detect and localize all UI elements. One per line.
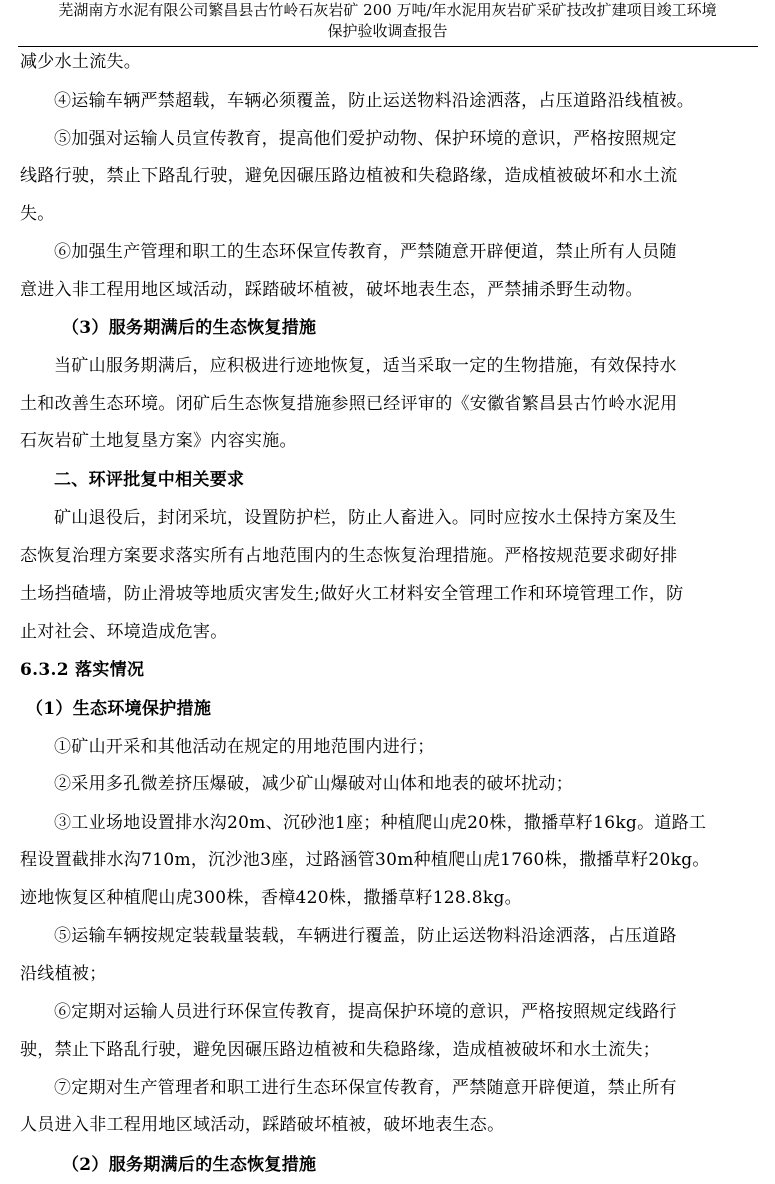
paragraph-line: 人员进入非工程用地区域活动，踩踏破坏植被，破坏地表生态。 — [20, 1115, 505, 1135]
paragraph-line: 土和改善生态环境。闭矿后生态恢复措施参照已经评审的《安徽省繁昌县古竹岭水泥用 — [20, 394, 678, 414]
paragraph-line: 意进入非工程用地区域活动，踩踏破坏植被，破坏地表生态，严禁捕杀野生动物。 — [20, 280, 643, 300]
paragraph-line: 当矿山服务期满后，应积极进行迹地恢复，适当采取一定的生物措施，有效保持水 — [54, 356, 677, 376]
paragraph-line: 失。 — [20, 204, 55, 224]
paragraph-line: 驶，禁止下路乱行驶，避免因碾压路边植被和失稳路缘，造成植被破坏和水土流失； — [20, 1040, 661, 1060]
header-divider — [18, 46, 758, 47]
list-item: ⑦定期对生产管理者和职工进行生态环保宣传教育，严禁随意开辟便道，禁止所有 — [54, 1078, 677, 1098]
paragraph-line: 减少水土流失。 — [20, 52, 142, 72]
paragraph-line: 石灰岩矿土地复垦方案》内容实施。 — [20, 431, 297, 451]
paragraph-line: 线路行驶，禁止下路乱行驶，避免因碾压路边植被和失稳路缘，造成植被破坏和水土流 — [20, 166, 678, 186]
paragraph-line: 土场挡碴墙，防止滑坡等地质灾害发生;做好火工材料安全管理工作和环境管理工作，防 — [20, 584, 684, 604]
page-header — [0, 0, 775, 42]
section-heading: （1）生态环境保护措施 — [26, 699, 212, 719]
paragraph-line: 沿线植被； — [20, 964, 107, 984]
section-heading: （3）服务期满后的生态恢复措施 — [62, 318, 317, 338]
header-title-line-2: 保护验收调查报告 — [327, 22, 448, 40]
paragraph-line: 程设置截排水沟710m，沉沙池3座，过路涵管30m种植爬山虎1760株，撒播草籽20kg。 — [20, 850, 710, 870]
paragraph-line: 止对社会、环境造成危害。 — [20, 622, 228, 642]
header-title-line-1: 芜湖南方水泥有限公司繁昌县古竹岭石灰岩矿 200 万吨/年水泥用灰岩矿采矿技改扩建项目竣工环境 — [58, 1, 717, 19]
paragraph-line: ⑤加强对运输人员宣传教育，提高他们爱护动物、保护环境的意识，严格按照规定 — [54, 129, 677, 149]
paragraph-line: 矿山退役后，封闭采坑，设置防护栏，防止人畜进入。同时应按水土保持方案及生 — [54, 508, 677, 528]
list-item: ⑤运输车辆按规定装载量装载，车辆进行覆盖，防止运送物料沿途洒落，占压道路 — [54, 926, 677, 946]
paragraph-line: ⑥加强生产管理和职工的生态环保宣传教育，严禁随意开辟便道，禁止所有人员随 — [54, 242, 677, 262]
list-item: ③工业场地设置排水沟20m、沉砂池1座；种植爬山虎20株，撒播草籽16kg。道路工 — [54, 813, 707, 833]
list-item: ⑥定期对运输人员进行环保宣传教育，提高保护环境的意识，严格按照规定线路行 — [54, 1002, 677, 1022]
section-heading: （2）服务期满后的生态恢复措施 — [62, 1155, 317, 1175]
paragraph-line: ④运输车辆严禁超载，车辆必须覆盖，防止运送物料沿途洒落，占压道路沿线植被。 — [54, 91, 695, 111]
paragraph-line: 态恢复治理方案要求落实所有占地范围内的生态恢复治理措施。严格按规范要求砌好排 — [20, 546, 678, 566]
section-heading: 6.3.2 落实情况 — [20, 660, 145, 680]
list-item: ②采用多孔微差挤压爆破，减少矿山爆破对山体和地表的破坏扰动； — [54, 774, 573, 794]
paragraph-line: 迹地恢复区种植爬山虎300株，香樟420株，撒播草籽128.8kg。 — [20, 888, 522, 908]
section-heading: 二、环评批复中相关要求 — [54, 470, 245, 490]
list-item: ①矿山开采和其他活动在规定的用地范围内进行； — [54, 737, 435, 757]
